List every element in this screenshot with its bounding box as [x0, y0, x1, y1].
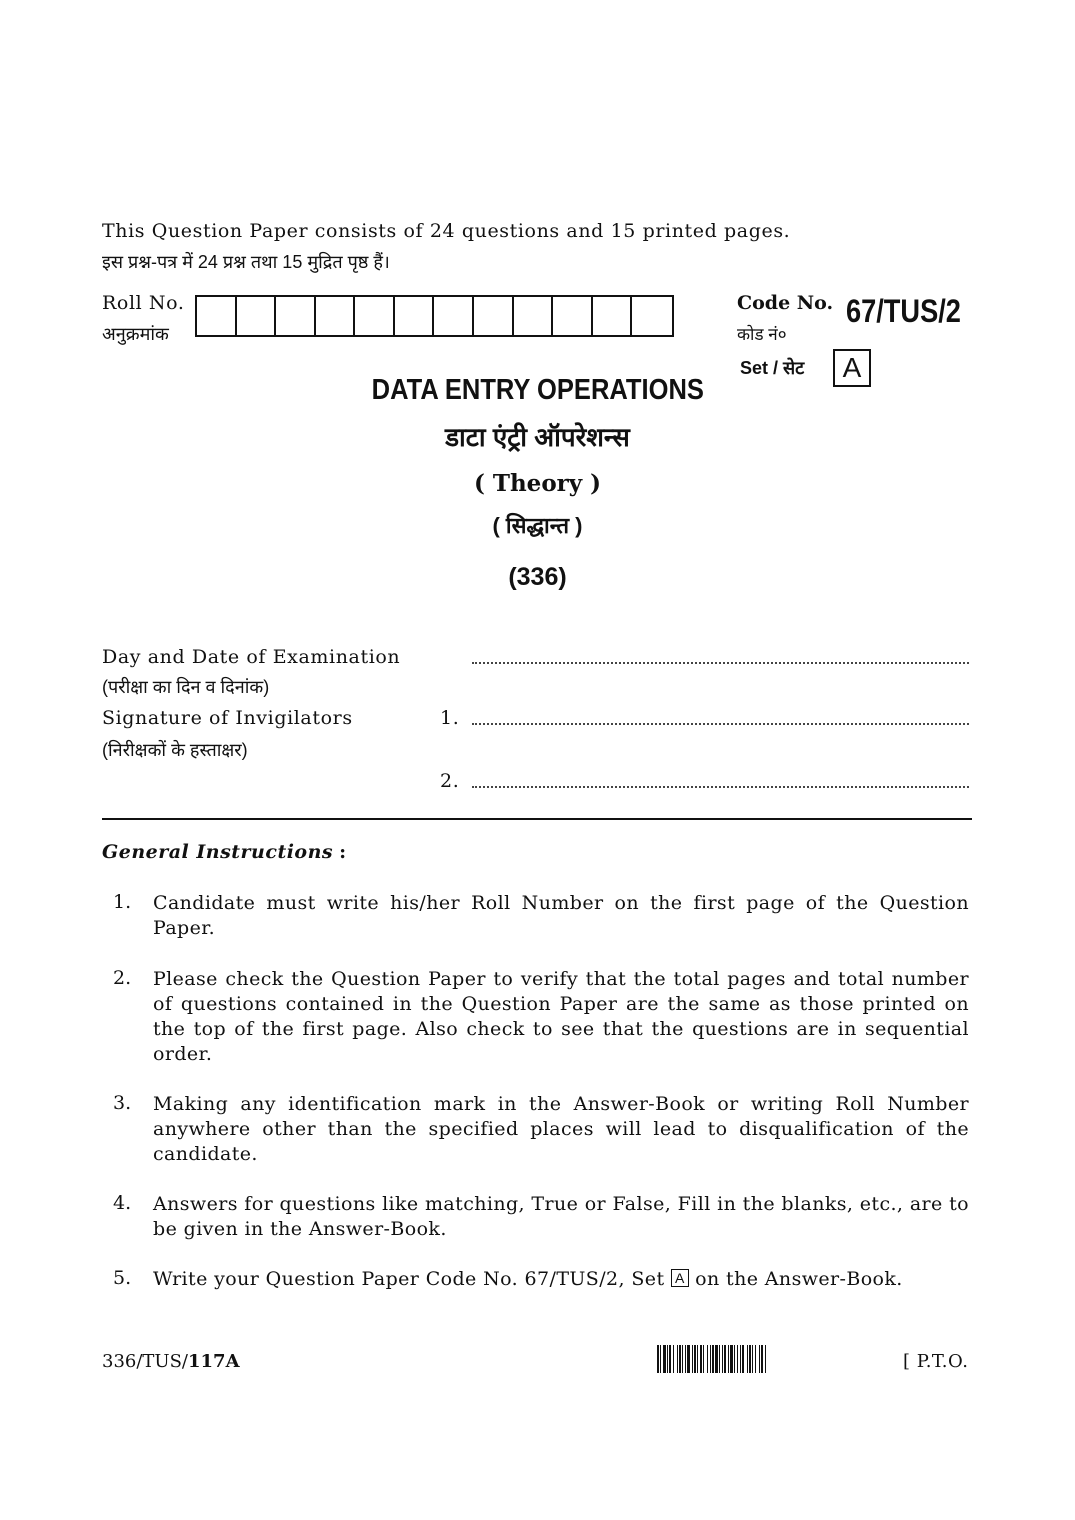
roll-number-box[interactable]: [514, 297, 554, 335]
instruction-2-text: Please check the Question Paper to verify that the total pages and total number of questions contained in the Question Paper are the same as those printed on the top of the first page. Also check to see that the questions are in sequential order.: [153, 968, 969, 1065]
day-date-label-hindi: (परीक्षा का दिन व दिनांक): [102, 677, 270, 697]
roll-number-box[interactable]: [237, 297, 277, 335]
instruction-5-number: 5.: [113, 1267, 132, 1289]
subject-code: (336): [508, 563, 567, 591]
roll-number-box[interactable]: [593, 297, 633, 335]
signature-1-number: 1.: [440, 707, 460, 729]
instruction-5-set-box: A: [671, 1269, 689, 1287]
code-label-english: Code No.: [737, 292, 834, 314]
footer-code-prefix: 336/TUS/: [102, 1351, 188, 1372]
day-date-field[interactable]: [472, 662, 969, 664]
roll-number-box[interactable]: [276, 297, 316, 335]
subject-title-english: DATA ENTRY OPERATIONS: [371, 374, 704, 406]
roll-number-box[interactable]: [316, 297, 356, 335]
roll-number-box[interactable]: [553, 297, 593, 335]
roll-number-box[interactable]: [632, 297, 672, 335]
day-date-label-english: Day and Date of Examination: [102, 646, 401, 668]
instruction-5-text-before: Write your Question Paper Code No. 67/TUS/2, Set: [153, 1268, 665, 1290]
instruction-5-text: [153, 1267, 969, 1292]
roll-number-box[interactable]: [197, 297, 237, 335]
roll-number-box[interactable]: [355, 297, 395, 335]
instruction-2-number: 2.: [113, 967, 132, 989]
roll-number-box[interactable]: [474, 297, 514, 335]
theory-hindi: ( सिद्धान्त ): [492, 513, 583, 538]
barcode: [657, 1345, 883, 1373]
pages-note-hindi: इस प्रश्न-पत्र में 24 प्रश्न तथा 15 मुद्रित पृष्ठ हैं।: [102, 252, 390, 272]
roll-number-box[interactable]: [395, 297, 435, 335]
instruction-5-text-after: on the Answer-Book.: [695, 1268, 903, 1290]
set-box: A: [833, 349, 871, 387]
roll-number-box[interactable]: [434, 297, 474, 335]
instruction-4-number: 4.: [113, 1192, 132, 1214]
barcode-bar: [766, 1345, 767, 1373]
signature-label-hindi: (निरीक्षकों के हस्ताक्षर): [102, 740, 248, 760]
roll-label-hindi: अनुक्रमांक: [102, 324, 169, 344]
pages-note-english: This Question Paper consists of 24 questions and 15 printed pages.: [102, 220, 791, 242]
pto-label: [ P.T.O.: [903, 1351, 969, 1372]
set-label: Set / सेट: [740, 358, 805, 378]
subject-title-hindi: डाटा एंट्री ऑपरेशन्स: [445, 422, 630, 452]
instruction-4-text: Answers for questions like matching, True or False, Fill in the blanks, etc., are to be given in the Answer-Book.: [153, 1193, 969, 1240]
instruction-3-number: 3.: [113, 1092, 132, 1114]
signature-2-field[interactable]: [472, 786, 969, 788]
signature-2-number: 2.: [440, 770, 460, 792]
instruction-3-text: Making any identification mark in the Answer-Book or writing Roll Number anywhere other than the specified places will lead to disqualification of the candidate.: [153, 1093, 969, 1165]
instruction-1-number: 1.: [113, 891, 132, 913]
theory-english: ( Theory ): [473, 470, 602, 497]
footer-paper-code: [102, 1351, 240, 1372]
instruction-1-text: Candidate must write his/her Roll Number on the first page of the Question Paper.: [153, 892, 969, 939]
footer-code-bold: 117A: [188, 1351, 240, 1372]
instructions-heading-colon: :: [339, 841, 347, 863]
roll-label-english: Roll No.: [102, 292, 185, 314]
instructions-heading-text: General Instructions: [102, 841, 334, 863]
instructions-heading: [102, 841, 346, 863]
divider-line: [102, 818, 972, 820]
signature-label-english: Signature of Invigilators: [102, 707, 353, 729]
roll-number-boxes[interactable]: [195, 295, 674, 337]
code-label-hindi: कोड नं०: [737, 325, 787, 344]
code-number: 67/TUS/2: [846, 293, 961, 329]
signature-1-field[interactable]: [472, 723, 969, 725]
